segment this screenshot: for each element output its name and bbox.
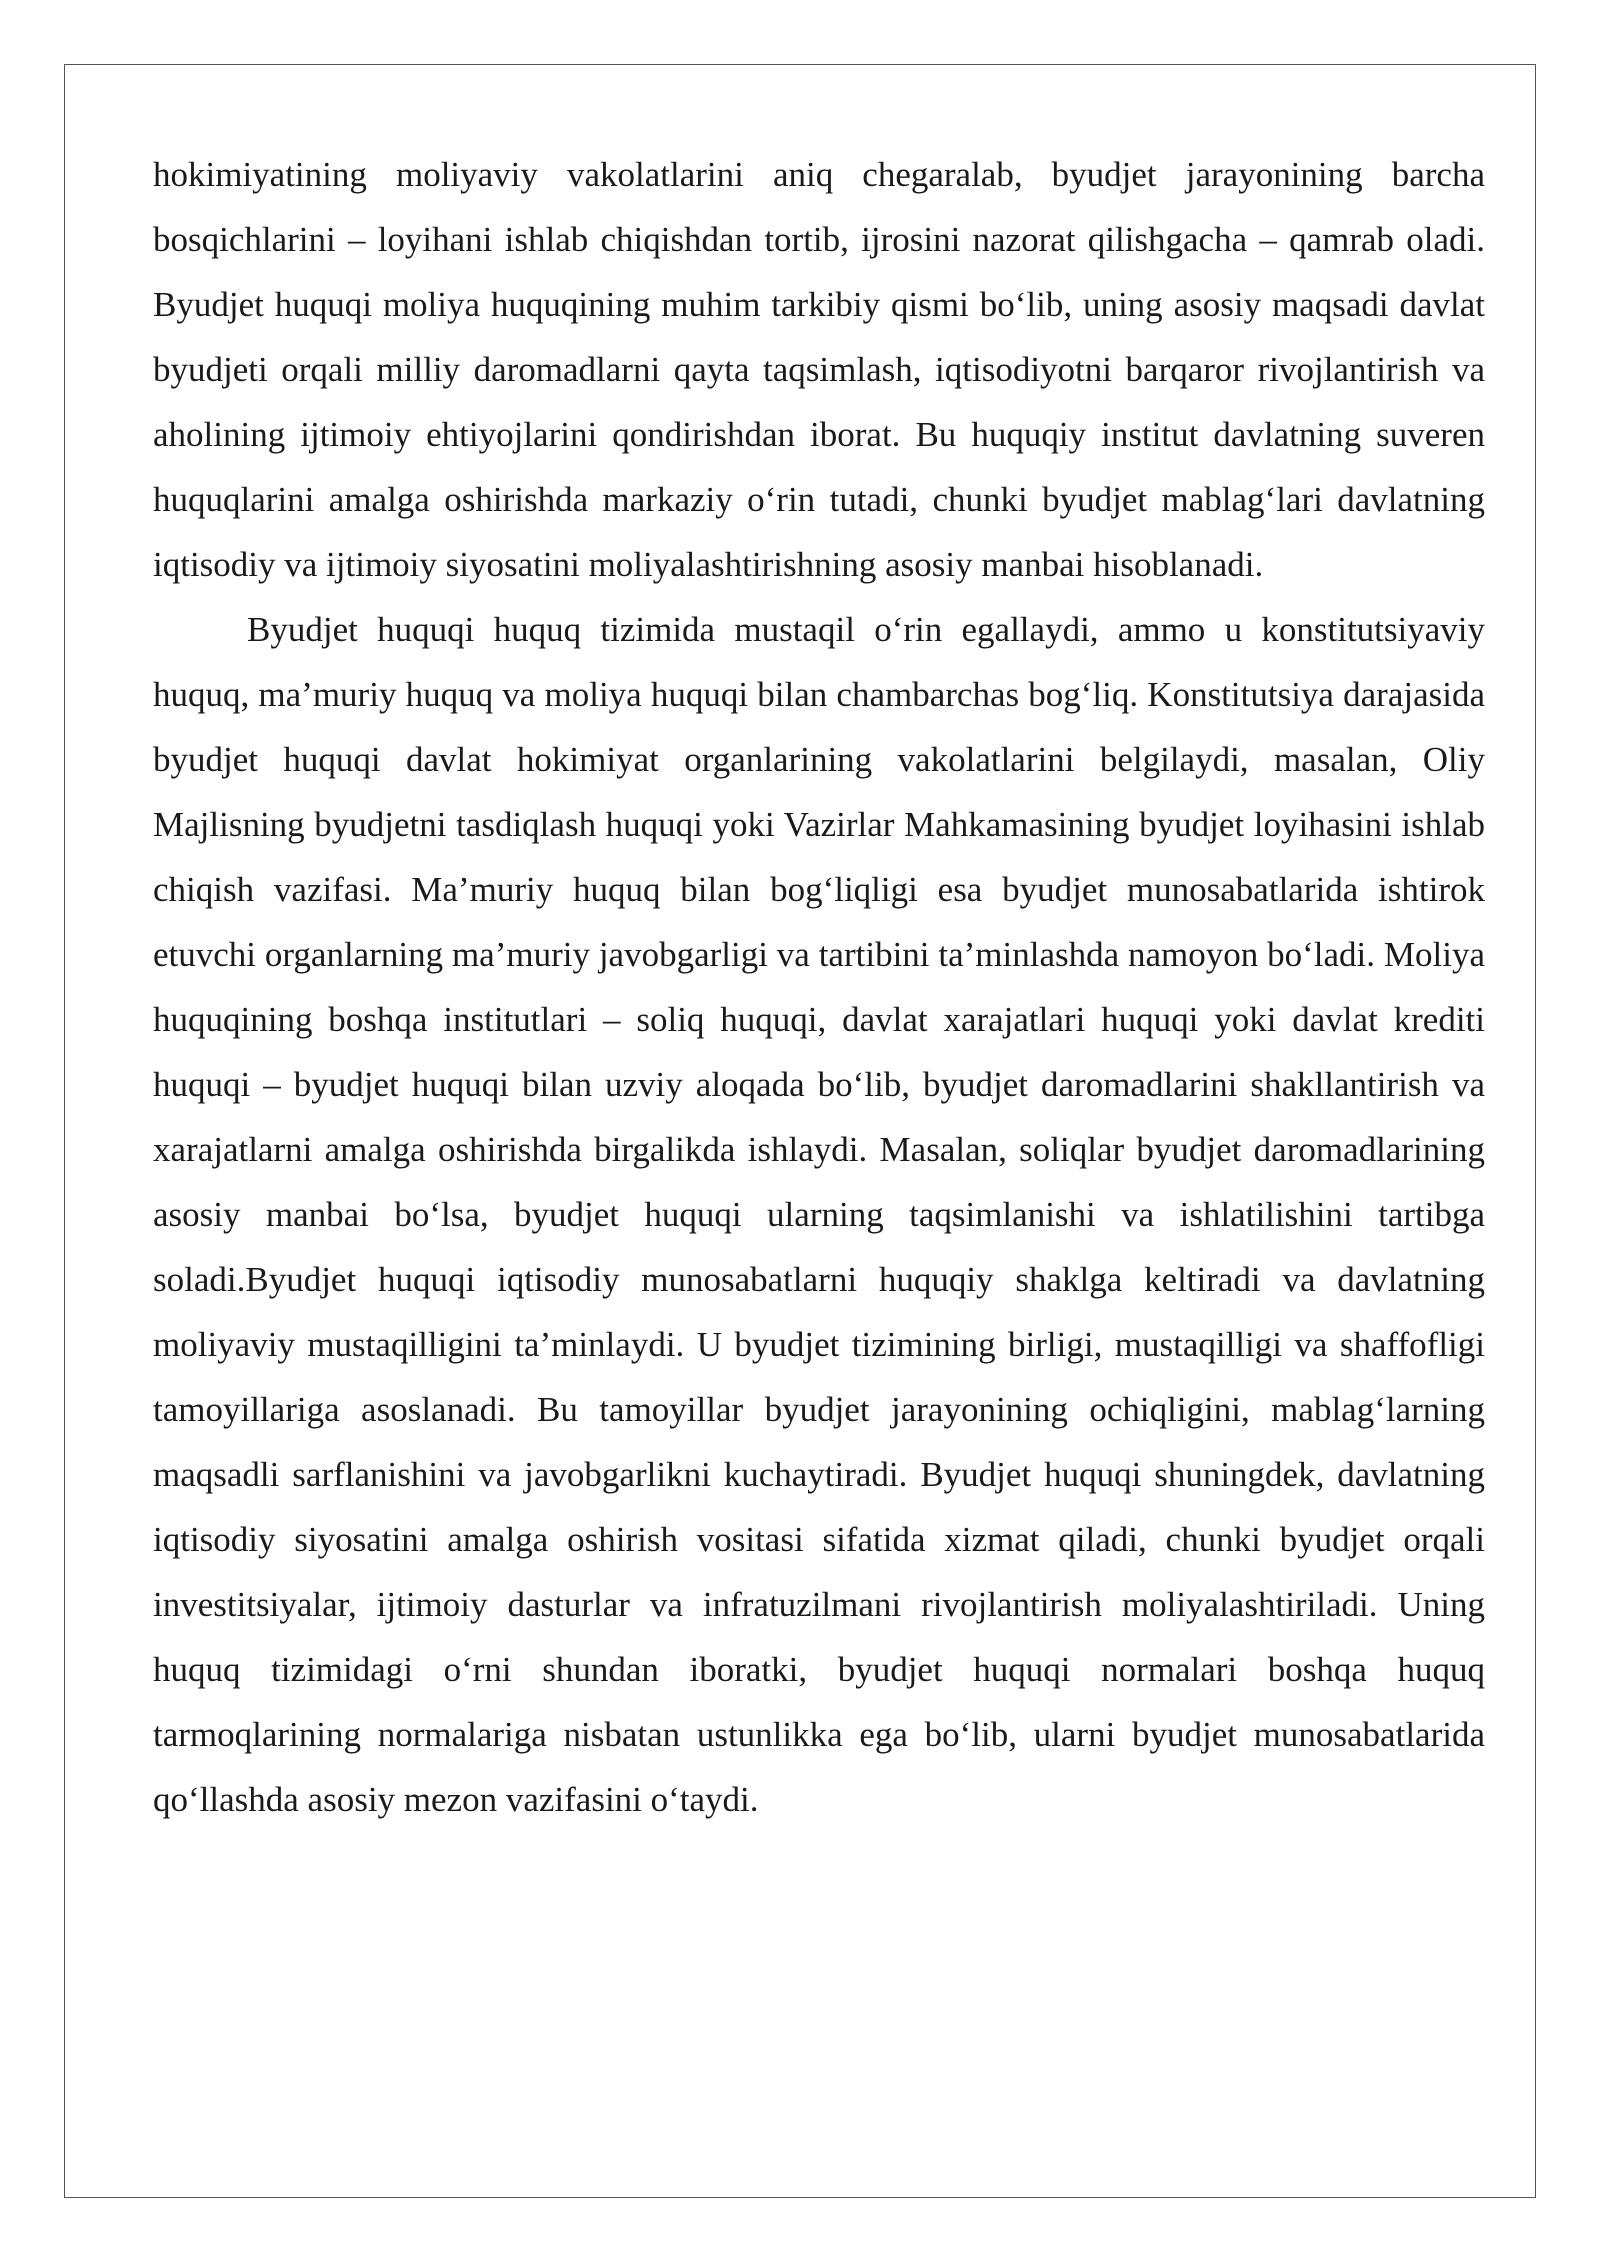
paragraph-2: Byudjet huquqi huquq tizimida mustaqil o‘rin egallaydi, ammo u konstitutsiyaviy huquq, ma’muriy huquq va moliya huquqi bilan chambarchas bog‘liq. Konstitutsiya darajasida byudjet huquqi davlat hokimiyat organlarining vakolatlarini belgilaydi, masalan, Oliy Majlisning byudjetni tasdiqlash huquqi yoki Vazirlar Mahkamasining byudjet loyihasini ishlab chiqish vazifasi. Ma’muriy huquq bilan bog‘liqligi esa byudjet munosabatlarida ishtirok etuvchi organlarning ma’muriy javobgarligi va tartibini ta’minlashda namoyon bo‘ladi. Moliya huquqining boshqa institutlari – soliq huquqi, davlat xarajatlari huquqi yoki davlat krediti huquqi – byudjet huquqi bilan uzviy aloqada bo‘lib, byudjet daromadlarini shakllantirish va xarajatlarni amalga oshirishda birgalikda ishlaydi. Masalan, soliqlar byudjet daromadlarining asosiy manbai bo‘lsa, byudjet huquqi ularning taqsimlanishi va ishlatilishini tartibga soladi.Byudjet huquqi iqtisodiy munosabatlarni huquqiy shaklga keltiradi va davlatning moliyaviy mustaqilligini ta’minlaydi. U byudjet tizimining birligi, mustaqilligi va shaffofligi tamoyillariga asoslanadi. Bu tamoyillar byudjet jarayonining ochiqligini, mablag‘larning maqsadli sarflanishini va javobgarlikni kuchaytiradi. Byudjet huquqi shuningdek, davlatning iqtisodiy siyosatini amalga oshirish vositasi sifatida xizmat qiladi, chunki byudjet orqali investitsiyalar, ijtimoiy dasturlar va infratuzilmani rivojlantirish moliyalashtiriladi. Uning huquq tizimidagi o‘rni shundan iboratki, byudjet huquqi normalari boshqa huquq tarmoqlarining normalariga nisbatan ustunlikka ega bo‘lib, ularni byudjet munosabatlarida qo‘llashda asosiy mezon vazifasini o‘taydi.	[153, 610, 1485, 1819]
paragraph-1: hokimiyatining moliyaviy vakolatlarini aniq chegaralab, byudjet jarayonining barcha bosqichlarini – loyihani ishlab chiqishdan tortib, ijrosini nazorat qilishgacha – qamrab oladi. Byudjet huquqi moliya huquqining muhim tarkibiy qismi bo‘lib, uning asosiy maqsadi davlat byudjeti orqali milliy daromadlarni qayta taqsimlash, iqtisodiyotni barqaror rivojlantirish va aholining ijtimoiy ehtiyojlarini qondirishdan iborat. Bu huquqiy institut davlatning suveren huquqlarini amalga oshirishda markaziy o‘rin tutadi, chunki byudjet mablag‘lari davlatning iqtisodiy va ijtimoiy siyosatini moliyalashtirishning asosiy manbai hisoblanadi.	[153, 155, 1485, 584]
document-body	[153, 142, 1485, 1832]
